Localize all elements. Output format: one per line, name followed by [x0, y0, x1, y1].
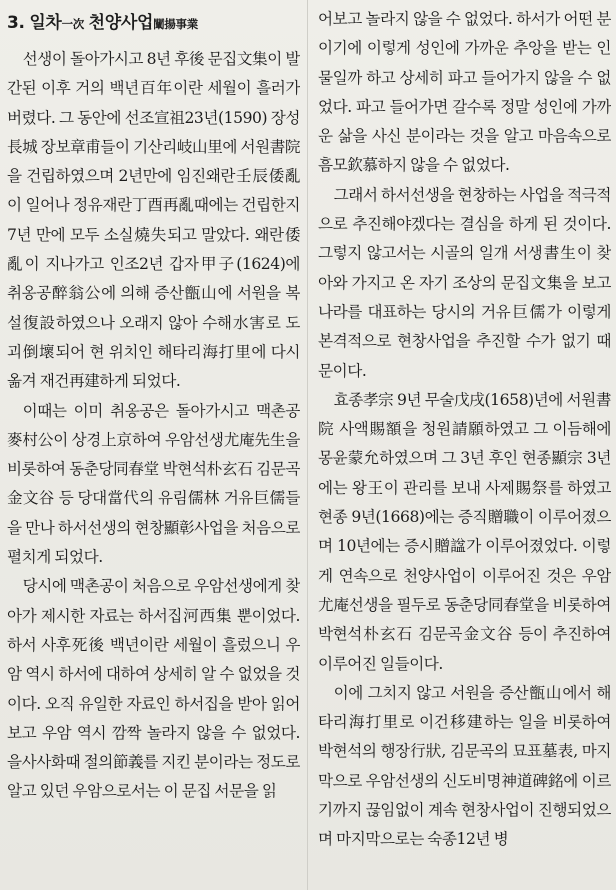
left-column	[7, 0, 300, 890]
section-subtitle-hanja: 闡揚事業	[153, 17, 198, 31]
paragraph: 이에 그치지 않고 서원을 증산甑山에서 해타리海打里로 이건移建하는 일을 비롯하여 박현석의 행장行狀, 김문곡의 묘표墓表, 마지막으로 우암선생의 신도비명神道碑銘에 이르기까지 끊임없이 계속 현창사업이 진행되었으며 마지막으로는 숙종12년 병	[318, 683, 611, 849]
section-title: 일차	[29, 13, 62, 33]
column-divider	[307, 0, 308, 890]
paragraph-continued: 어보고 놀라지 않을 수 없었다. 하서가 어떤 분이기에 이렇게 성인에 가까운 추앙을 받는 인물일까 하고 상세히 파고 들어가지 않을 수 없었다. 파고 들어가면 갈수록 정말 성인에 가까운 삶을 사신 분이라는 것을 알고 마음속으로 흠모欽慕하지 않을 수 없었다.	[318, 10, 611, 175]
section-subtitle: 천양사업	[88, 13, 154, 33]
paragraph: 그래서 하서선생을 현창하는 사업을 적극적으로 추진해야겠다는 결심을 하게 된 것이다. 그렇지 않고서는 시골의 일개 서생書生이 찾아와 가지고 온 자기 조상의 문집文集을 보고 나라를 대표하는 당시의 거유巨儒가 이렇게 본격적으로 현창사업을 추진할 수가 없기 때문이다.	[318, 185, 611, 380]
paragraph: 당시에 맥촌공이 처음으로 우암선생에게 찾아가 제시한 자료는 하서집河西集 뿐이었다. 하서 사후死後 백년이란 세월이 흘렀으니 우암 역시 하서에 대하여 상세히 알 수 없었을 것이다. 오직 유일한 자료인 하서집을 받아 읽어보고 우암 역시 깜짝 놀라지 않을 수 없었다. 을사사화때 절의節義를 지킨 분이라는 정도로 알고 있던 우암으로서는 이 문집 서문을 읽	[7, 577, 300, 801]
section-heading	[7, 0, 300, 39]
right-column	[318, 0, 611, 890]
paragraph: 선생이 돌아가시고 8년 후後 문집文集이 발간된 이후 거의 백년百年이란 세월이 흘러가 버렸다. 그 동안에 선조宣祖23년(1590) 장성長城 장보章甫들이 기산리岐山里에 서원書院을 건립하였으며 2년만에 임진왜란壬辰倭亂이 일어나 정유재란丁酉再亂때에는 건립한지 7년 만에 모두 소실燒失되고 말았다. 왜란倭亂이 지나가고 인조2년 갑자甲子(1624)에 취옹공醉翁公에 의해 증산甑山에 서원을 복설復設하였으나 오래지 않아 수해水害로 도괴倒壞되어 현 위치인 해타리海打里에 다시 옮겨 재건再建하게 되었다.	[7, 50, 300, 391]
section-number: 3.	[7, 13, 25, 33]
section-title-hanja: 一次	[61, 17, 84, 31]
paragraph: 효종孝宗 9년 무술戊戌(1658)년에 서원書院 사액賜額을 청원請願하였고 그 이듬해에 몽윤蒙允하였으며 그 3년 후인 현종顯宗 3년에는 왕王이 관리를 보내 사제賜祭를 하였고 현종 9년(1668)에는 증직贈職이 이루어졌으며 10년에는 증시贈諡가 이루어졌었다. 이렇게 연속으로 천양사업이 이루어진 것은 우암尤庵선생을 필두로 동춘당同春堂을 비롯하여 박현석朴玄石 김문곡金文谷 등이 추진하여 이루어진 일들이다.	[318, 390, 611, 673]
paragraph: 이때는 이미 취옹공은 돌아가시고 맥촌공麥村公이 상경上京하여 우암선생尤庵先生을 비롯하여 동춘당同春堂 박현석朴玄石 김문곡金文谷 등 당대當代의 유림儒林 거유巨儒들을 만나 하서선생의 현창顯彰사업을 처음으로 펼치게 되었다.	[7, 401, 300, 567]
